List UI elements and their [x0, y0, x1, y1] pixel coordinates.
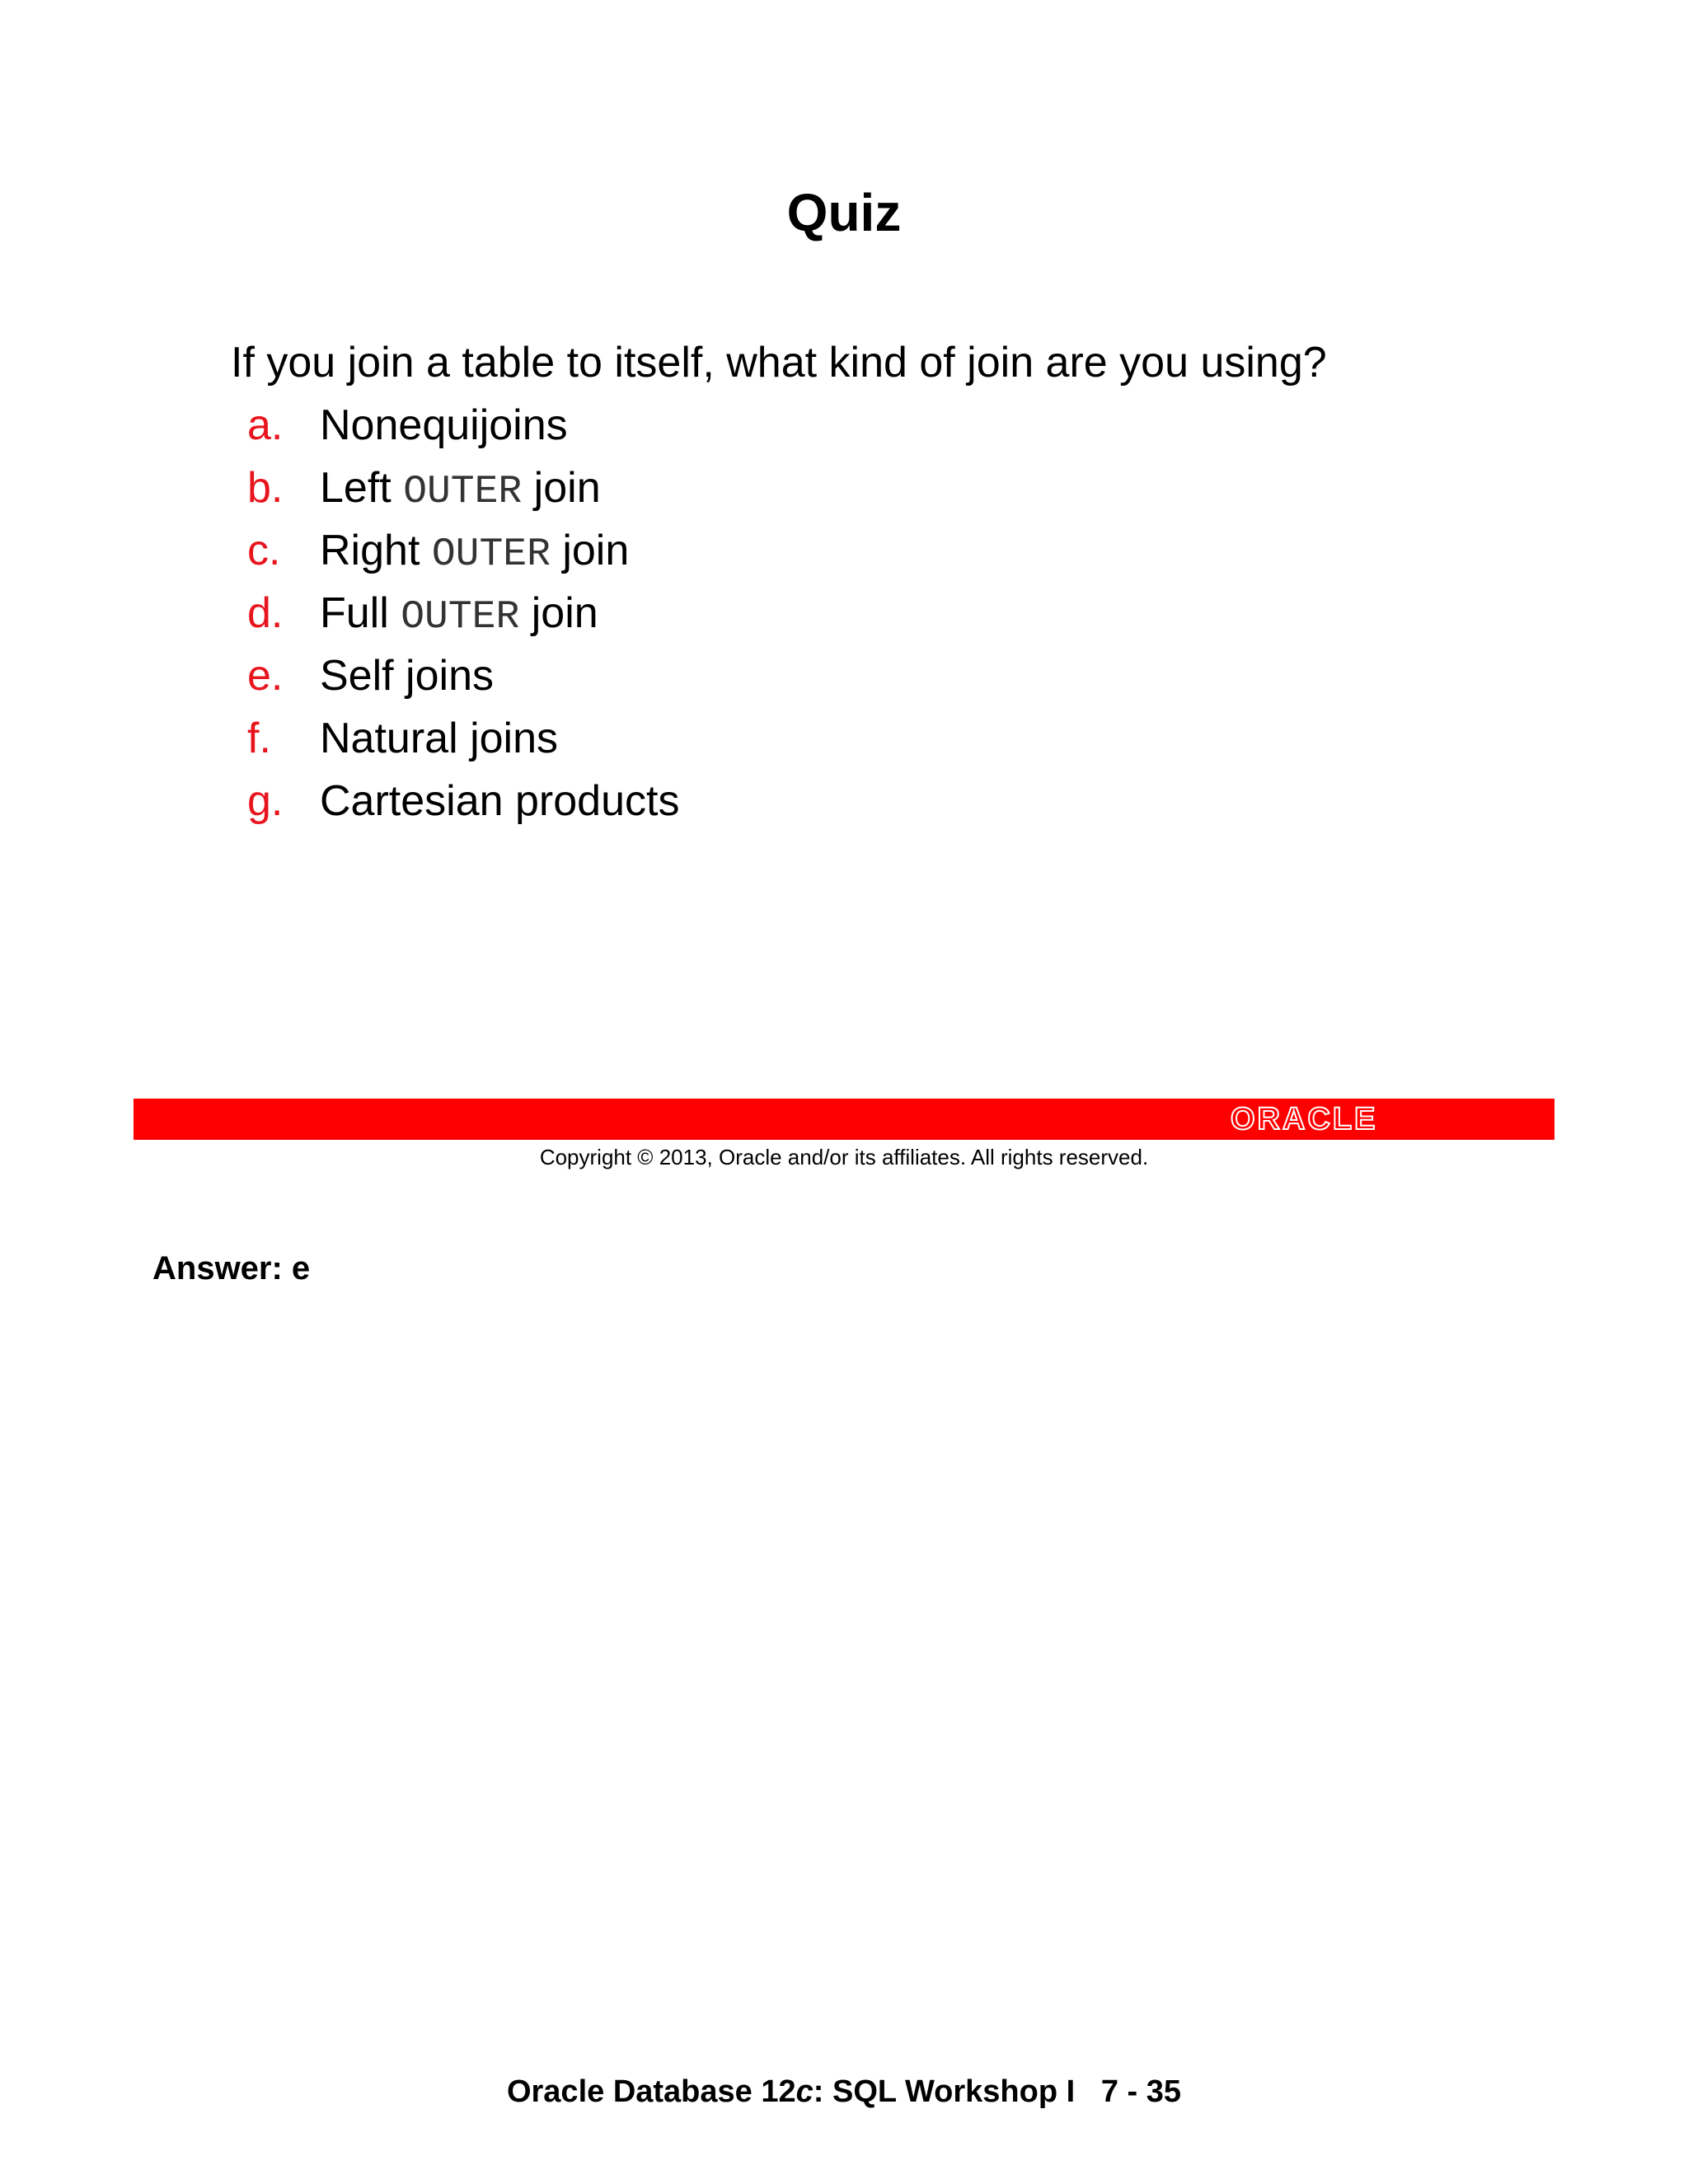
course-title-italic: c: [795, 2074, 814, 2109]
option-letter: d.: [247, 589, 284, 637]
option-g: [247, 770, 679, 832]
option-letter: f.: [247, 715, 271, 762]
option-text: [320, 457, 601, 523]
option-text-before: Right: [320, 527, 432, 574]
option-text-after: join: [519, 589, 598, 637]
page-footer: [0, 2070, 1688, 2113]
option-text-after: join: [550, 527, 630, 574]
oracle-logo: ORACLE: [1231, 1102, 1378, 1137]
option-letter: g.: [247, 777, 284, 825]
option-letter: c.: [247, 527, 281, 574]
slide-title: Quiz: [786, 183, 902, 242]
option-code-keyword: OUTER: [431, 532, 551, 577]
option-text: Nonequijoins: [320, 401, 568, 449]
option-letter: b.: [247, 464, 284, 512]
option-a: [247, 394, 679, 457]
option-code-keyword: OUTER: [403, 470, 523, 514]
option-text: [320, 519, 629, 586]
option-d: [247, 582, 679, 644]
option-text: Cartesian products: [320, 777, 680, 825]
option-text-after: join: [522, 464, 601, 512]
quiz-question: If you join a table to itself, what kind of join are you using?: [231, 339, 1327, 387]
option-text-before: Left: [320, 464, 404, 512]
option-letter: e.: [247, 652, 284, 700]
option-f: [247, 707, 679, 770]
option-text: Natural joins: [320, 715, 559, 762]
option-letter: a.: [247, 401, 284, 449]
option-text: Self joins: [320, 652, 494, 700]
option-c: [247, 519, 679, 582]
course-title-prefix: Oracle Database 12: [506, 2074, 796, 2109]
course-title-suffix: : SQL Workshop I: [813, 2074, 1076, 2109]
copyright-notice: Copyright © 2013, Oracle and/or its affiliates. All rights reserved.: [539, 1145, 1149, 1169]
option-b: [247, 457, 679, 519]
option-e: [247, 644, 679, 707]
page-number: 7 - 35: [1100, 2074, 1182, 2109]
option-text: [320, 582, 598, 649]
answer-note: Answer: e: [152, 1250, 311, 1286]
option-text-before: Full: [320, 589, 401, 637]
option-code-keyword: OUTER: [401, 595, 520, 640]
answer-options-list: [247, 394, 679, 832]
